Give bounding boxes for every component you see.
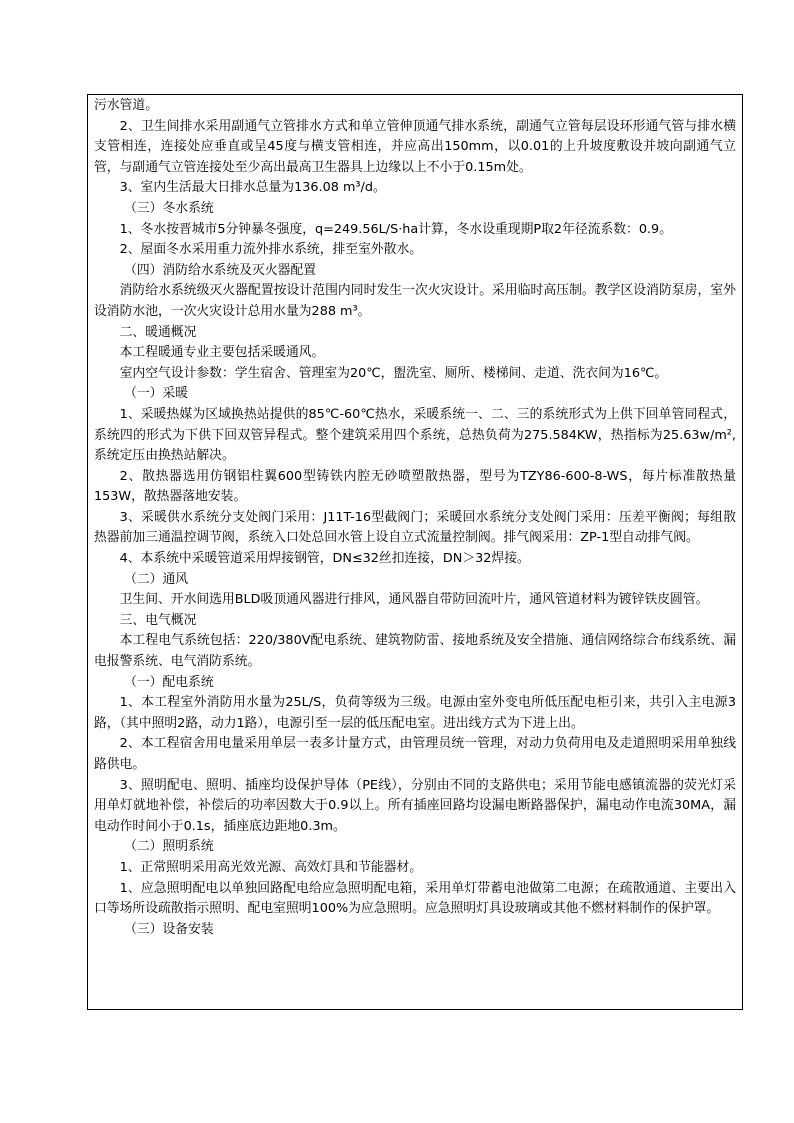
paragraph: 1、应急照明配电以单独回路配电给应急照明配电箱，采用单灯带蓄电池做第二电源；在疏散通道、主要出入口等场所设疏散指示照明、配电室照明100%为应急照明。应急照明灯具设玻璃或其他不燃材料制作的保护罩。 bbox=[94, 880, 736, 917]
paragraph: 卫生间、开水间选用BLD吸顶通风器进行排风，通风器自带防回流叶片，通风管道材料为镀锌铁皮圆管。 bbox=[119, 592, 709, 608]
paragraph: 1、本工程室外消防用水量为25L/S，负荷等级为三级。电源由室外变电所低压配电柜引来，共引入主电源3路，（其中照明2路，动力1路），电源引至一层的低压配电室。进出线方式为下进上出。 bbox=[94, 695, 736, 731]
paragraph: 污水管道。 bbox=[94, 98, 158, 113]
paragraph: 3、采暖供水系统分支处阀门采用：J11T-16型截阀门；采暖回水系统分支处阀门采用：压差平衡阀；每组散热器前加三通温控调节阀，系统入口处总回水管上设自立式流量控制阀。排气阀采用：ZP-1型自动排气阀。 bbox=[94, 509, 736, 546]
paragraph: 2、散热器选用仿钢铝柱翼600型铸铁内腔无砂喷塑散热器，型号为TZY86-600-8-WS，每片标准散热量153W，散热器落地安装。 bbox=[94, 468, 736, 505]
section-heading: （二）通风 bbox=[124, 571, 189, 587]
paragraph: 3、室内生活最大日排水总量为136.08 m³/d。 bbox=[119, 180, 386, 196]
paragraph: 室内空气设计参数：学生宿舍、管理室为20℃，盥洗室、厕所、楼梯间、走道、洗衣间为16℃。 bbox=[119, 365, 668, 381]
section-heading: （三）冬水系统 bbox=[124, 200, 214, 216]
paragraph: 4、本系统中采暖管道采用焊接钢管，DN≤32丝扣连接，DN＞32焊接。 bbox=[119, 551, 530, 567]
document-table-cell bbox=[87, 94, 743, 1010]
paragraph: 1、冬水按晋城市5分钟暴冬强度，q=249.56L/S·ha计算，冬水设重现期P取2年径流系数：0.9。 bbox=[119, 221, 672, 237]
paragraph: 1、采暖热媒为区域换热站提供的85℃-60℃热水，采暖系统一、二、三的系统形式为上供下回单管同程式，系统四的形式为下供下回双管异程式。整个建筑采用四个系统，总热负荷为275.584KW，热指标为25.63w/m²,系统定压由换热站解决。 bbox=[94, 406, 736, 464]
paragraph: 消防给水系统级灭火器配置按设计范围内同时发生一次火灾设计。采用临时高压制。教学区设消防泵房，室外设消防水池，一次火灾设计总用水量为288 m³。 bbox=[94, 283, 736, 319]
paragraph: 2、本工程宿舍用电量采用单层一表多计量方式，由管理员统一管理，对动力负荷用电及走道照明采用单独线路供电。 bbox=[94, 736, 736, 772]
chapter-heading: 二、暖通概况 bbox=[119, 324, 197, 340]
chapter-heading: 三、电气概况 bbox=[119, 612, 197, 628]
section-heading: （三）设备安装 bbox=[124, 921, 214, 937]
paragraph: 2、卫生间排水采用副通气立管排水方式和单立管伸顶通气排水系统，副通气立管每层设环形通气管与排水横支管相连，连接处应垂直或呈45度与横支管相连，并应高出150mm，以0.01的上升坡度敷设并坡向副通气立管，与副通气立管连接处至少高出最高卫生器具上边缘以上不小于0.15m处。 bbox=[94, 118, 736, 175]
paragraph: 3、照明配电、照明、插座均设保护导体（PE线），分别由不同的支路供电；采用节能电感镇流器的荧光灯采用单灯就地补偿，补偿后的功率因数大于0.9以上。所有插座回路均设漏电断路器保护，漏电动作电流30MA，漏电动作时间小于0.1s，插座底边距地0.3m。 bbox=[94, 777, 736, 834]
section-heading: （一）采暖 bbox=[124, 386, 189, 402]
section-heading: （一）配电系统 bbox=[124, 674, 214, 690]
paragraph: 本工程电气系统包括：220/380V配电系统、建筑物防雷、接地系统及安全措施、通信网络综合布线系统、漏电报警系统、电气消防系统。 bbox=[94, 633, 736, 670]
section-heading: （四）消防给水系统及灭火器配置 bbox=[124, 262, 317, 278]
document-body bbox=[94, 96, 736, 940]
section-heading: （二）照明系统 bbox=[124, 839, 214, 855]
paragraph: 本工程暖通专业主要包括采暖通风。 bbox=[119, 345, 325, 361]
paragraph: 2、屋面冬水采用重力流外排水系统，排至室外散水。 bbox=[119, 242, 423, 258]
paragraph: 1、正常照明采用高光效光源、高效灯具和节能器材。 bbox=[119, 859, 423, 875]
